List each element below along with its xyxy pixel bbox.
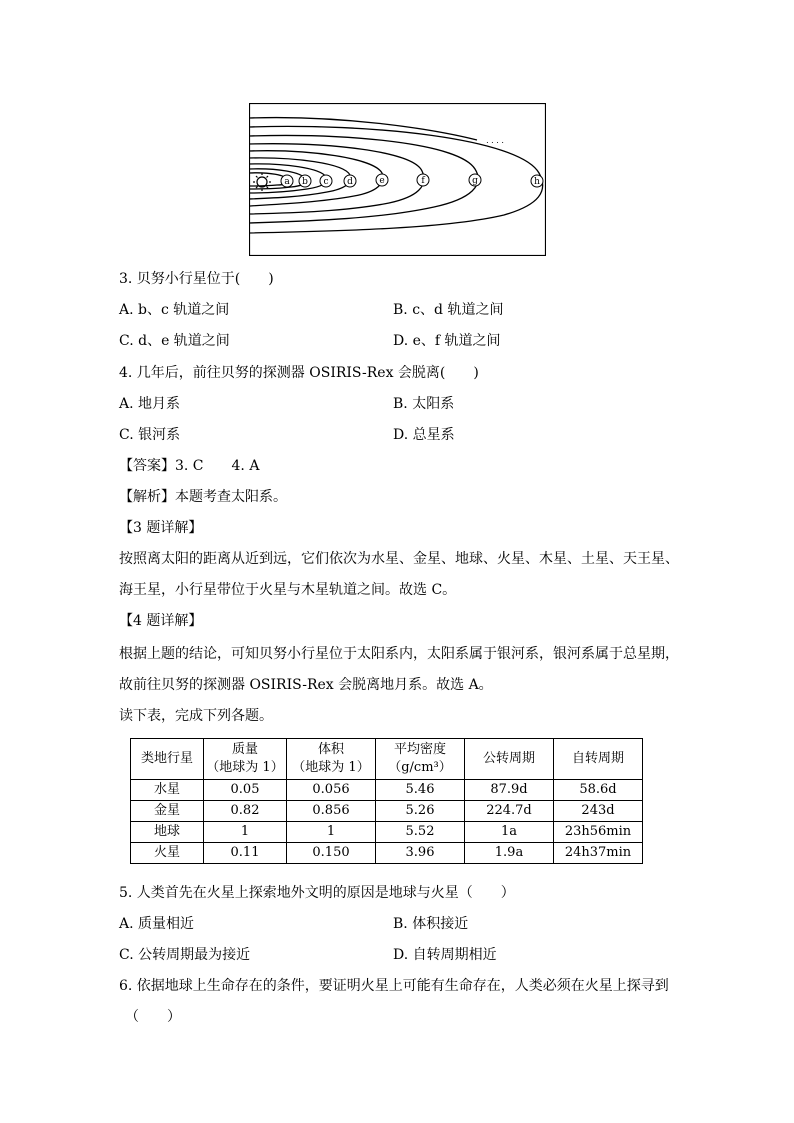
table-header-cell: 平均密度 （g/cm³） xyxy=(376,739,465,780)
table-cell: 火星 xyxy=(131,843,204,864)
question-6-stem-line2: （ ） xyxy=(125,1009,181,1025)
q4-detail-heading: 【4 题详解】 xyxy=(119,613,203,629)
q3-detail-text-1: 按照离太阳的距离从近到远，它们依次为水星、金星、地球、火星、木星、土星、天王星、 xyxy=(119,551,679,567)
q4-detail-text-1: 根据上题的结论，可知贝努小行星位于太阳系内，太阳系属于银河系，银河系属于总星期， xyxy=(119,646,679,662)
q4-detail-text-2: 故前往贝努的探测器 OSIRIS-Rex 会脱离地月系。故选 A。 xyxy=(119,677,493,693)
table-header-cell: 自转周期 xyxy=(554,739,643,780)
q3-detail-text-2: 海王星，小行星带位于火星与木星轨道之间。故选 C。 xyxy=(119,582,457,598)
svg-text:b: b xyxy=(302,177,308,187)
question-6-stem-line1: 6. 依据地球上生命存在的条件，要证明火星上可能有生命存在，人类必须在火星上探寻到 xyxy=(119,978,669,994)
q4-option-b: B. 太阳系 xyxy=(393,396,455,412)
table-header-cell: 类地行星 xyxy=(131,739,204,780)
analysis-line: 【解析】本题考查太阳系。 xyxy=(119,489,287,505)
question-4-stem: 4. 几年后，前往贝努的探测器 OSIRIS-Rex 会脱离( ) xyxy=(119,365,479,381)
question-5-stem: 5. 人类首先在火星上探索地外文明的原因是地球与火星（ ） xyxy=(119,885,515,901)
table-instruction: 读下表，完成下列各题。 xyxy=(119,708,273,724)
q3-detail-heading: 【3 题详解】 xyxy=(119,520,203,536)
orbit-marker-c xyxy=(320,175,332,187)
table-cell: 0.11 xyxy=(204,843,287,864)
table-cell: 水星 xyxy=(131,780,204,801)
q4-option-a: A. 地月系 xyxy=(119,396,181,412)
svg-text:e: e xyxy=(379,176,385,186)
table-cell: 0.150 xyxy=(287,843,376,864)
table-cell: 224.7d xyxy=(465,801,554,822)
table-cell: 87.9d xyxy=(465,780,554,801)
solar-system-orbit-diagram xyxy=(249,103,546,256)
q4-option-c: C. 银河系 xyxy=(119,427,181,443)
table-cell: 1 xyxy=(287,822,376,843)
orbit-marker-d xyxy=(344,175,356,187)
table-header-cell: 公转周期 xyxy=(465,739,554,780)
svg-text:f: f xyxy=(421,176,425,186)
table-cell: 地球 xyxy=(131,822,204,843)
table-row xyxy=(131,801,643,822)
svg-text:h: h xyxy=(534,177,540,187)
orbit-marker-f xyxy=(417,174,429,186)
q5-option-a: A. 质量相近 xyxy=(119,916,195,932)
question-3-stem: 3. 贝努小行星位于( ) xyxy=(119,271,274,287)
svg-text:c: c xyxy=(323,177,329,187)
table-cell: 5.26 xyxy=(376,801,465,822)
q5-option-c: C. 公转周期最为接近 xyxy=(119,947,251,963)
orbit-marker-e xyxy=(376,174,388,186)
q5-option-d: D. 自转周期相近 xyxy=(393,947,497,963)
table-cell: 1.9a xyxy=(465,843,554,864)
orbit-continuation-dots: . . . . xyxy=(486,136,504,145)
q3-option-b: B. c、d 轨道之间 xyxy=(393,302,504,318)
svg-text:a: a xyxy=(284,177,290,187)
table-cell: 0.056 xyxy=(287,780,376,801)
table-cell: 243d xyxy=(554,801,643,822)
q3-option-a: A. b、c 轨道之间 xyxy=(119,302,230,318)
orbit-marker-a xyxy=(281,175,293,187)
table-row xyxy=(131,843,643,864)
svg-text:d: d xyxy=(347,177,353,187)
table-cell: 23h56min xyxy=(554,822,643,843)
table-cell: 1a xyxy=(465,822,554,843)
table-cell: 1 xyxy=(204,822,287,843)
orbit-marker-g xyxy=(469,174,481,186)
table-header-cell: 体积 （地球为 1） xyxy=(287,739,376,780)
orbit-marker-b xyxy=(299,175,311,187)
table-cell: 0.856 xyxy=(287,801,376,822)
table-cell: 5.52 xyxy=(376,822,465,843)
table-header-row xyxy=(131,739,643,780)
table-cell: 5.46 xyxy=(376,780,465,801)
table-cell: 金星 xyxy=(131,801,204,822)
table-row xyxy=(131,780,643,801)
orbit-marker-h xyxy=(531,175,543,187)
table-cell: 58.6d xyxy=(554,780,643,801)
q4-option-d: D. 总星系 xyxy=(393,427,455,443)
table-header-cell: 质量 （地球为 1） xyxy=(204,739,287,780)
q5-option-b: B. 体积接近 xyxy=(393,916,469,932)
q3-option-c: C. d、e 轨道之间 xyxy=(119,333,230,349)
answer-line: 【答案】3. C 4. A xyxy=(119,458,260,474)
table-cell: 3.96 xyxy=(376,843,465,864)
table-cell: 24h37min xyxy=(554,843,643,864)
q3-option-d: D. e、f 轨道之间 xyxy=(393,333,501,349)
svg-text:g: g xyxy=(472,176,478,186)
table-cell: 0.82 xyxy=(204,801,287,822)
terrestrial-planets-table xyxy=(130,738,643,864)
table-cell: 0.05 xyxy=(204,780,287,801)
table-row xyxy=(131,822,643,843)
